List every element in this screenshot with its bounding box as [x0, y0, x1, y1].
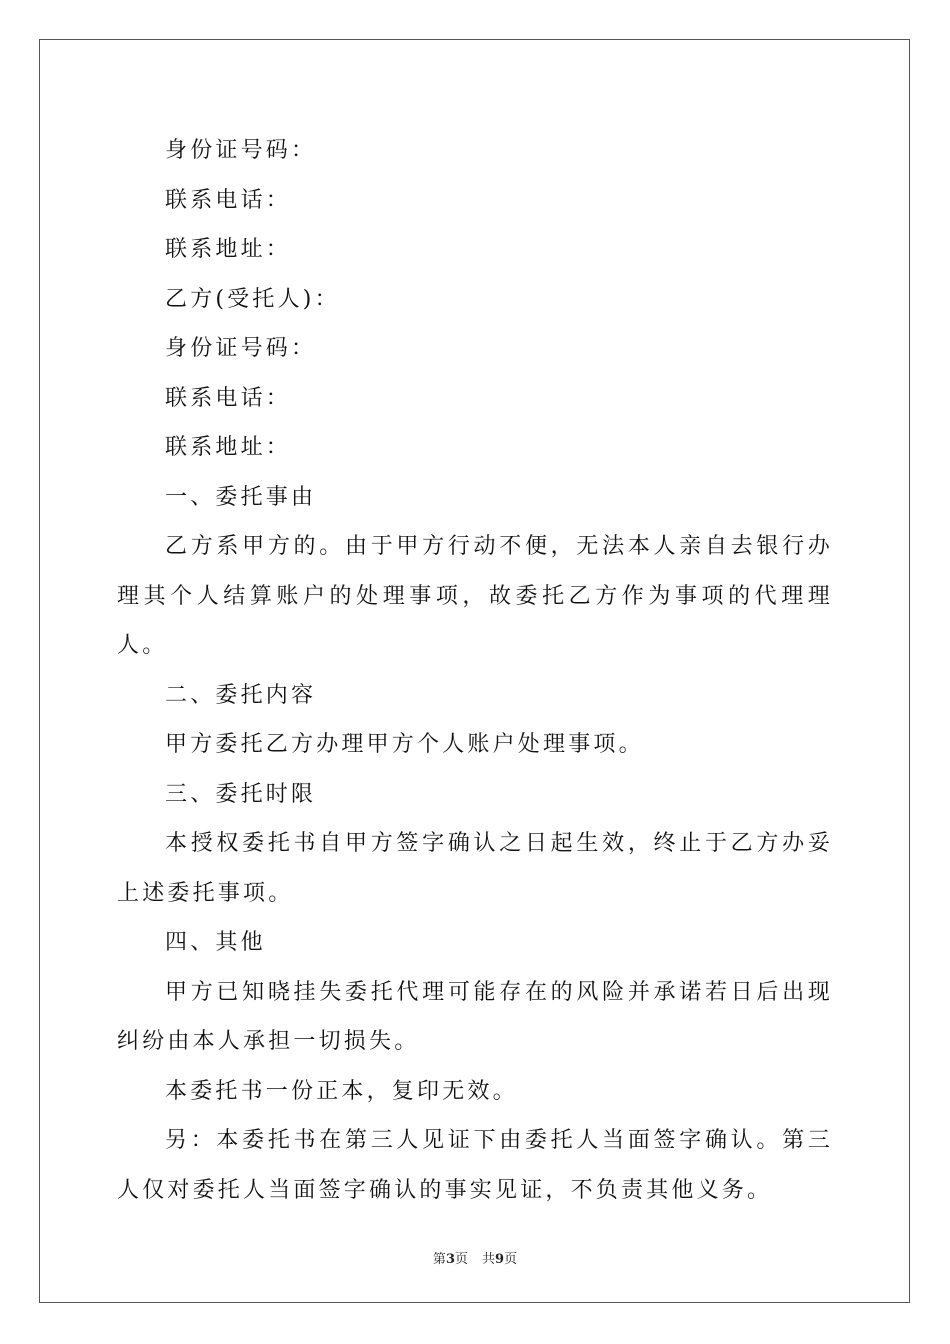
paragraph-party-b: 乙方(受托人)： [165, 286, 340, 312]
paragraph-reason: 乙方系甲方的。由于甲方行动不便，无法本人亲自去银行办理其个人结算账户的处理事项，故委托乙方作为事项的代理理人。 [117, 534, 833, 658]
paragraph-risk: 甲方已知晓挂失委托代理可能存在的风险并承诺若日后出现纠纷由本人承担一切损失。 [117, 979, 833, 1054]
page-footer [0, 1248, 950, 1267]
section-heading-content: 二、委托内容 [165, 682, 317, 708]
paragraph-id-number-b: 身份证号码： [165, 336, 317, 361]
paragraph-original-copy: 本委托书一份正本，复印无效。 [165, 1078, 518, 1104]
paragraph-phone-b: 联系电话： [165, 385, 292, 411]
footer-total-suffix: 页 [504, 1252, 518, 1267]
paragraph-period: 本授权委托书自甲方签字确认之日起生效，终止于乙方办妥上述委托事项。 [117, 831, 833, 906]
footer-page-prefix: 第 [432, 1252, 446, 1267]
paragraph-address-a: 联系地址： [165, 237, 292, 262]
section-heading-period: 三、委托时限 [165, 781, 317, 807]
footer-page-total: 9 [495, 1252, 505, 1267]
section-heading-other: 四、其他 [165, 930, 266, 955]
footer-page-current: 3 [445, 1252, 455, 1267]
paragraph-phone-a: 联系电话： [165, 187, 292, 213]
section-heading-reason: 一、委托事由 [165, 484, 317, 510]
footer-page-suffix: 页 [454, 1252, 468, 1267]
document-body [117, 126, 833, 1215]
footer-total-prefix: 共 [482, 1252, 496, 1267]
paragraph-witness: 另：本委托书在第三人见证下由委托人当面签字确认。第三人仅对委托人当面签字确认的事实见证，不负责其他义务。 [117, 1128, 833, 1203]
paragraph-id-number-a: 身份证号码： [165, 138, 317, 163]
paragraph-content: 甲方委托乙方办理甲方个人账户处理事项。 [165, 732, 644, 757]
paragraph-address-b: 联系地址： [165, 435, 292, 460]
